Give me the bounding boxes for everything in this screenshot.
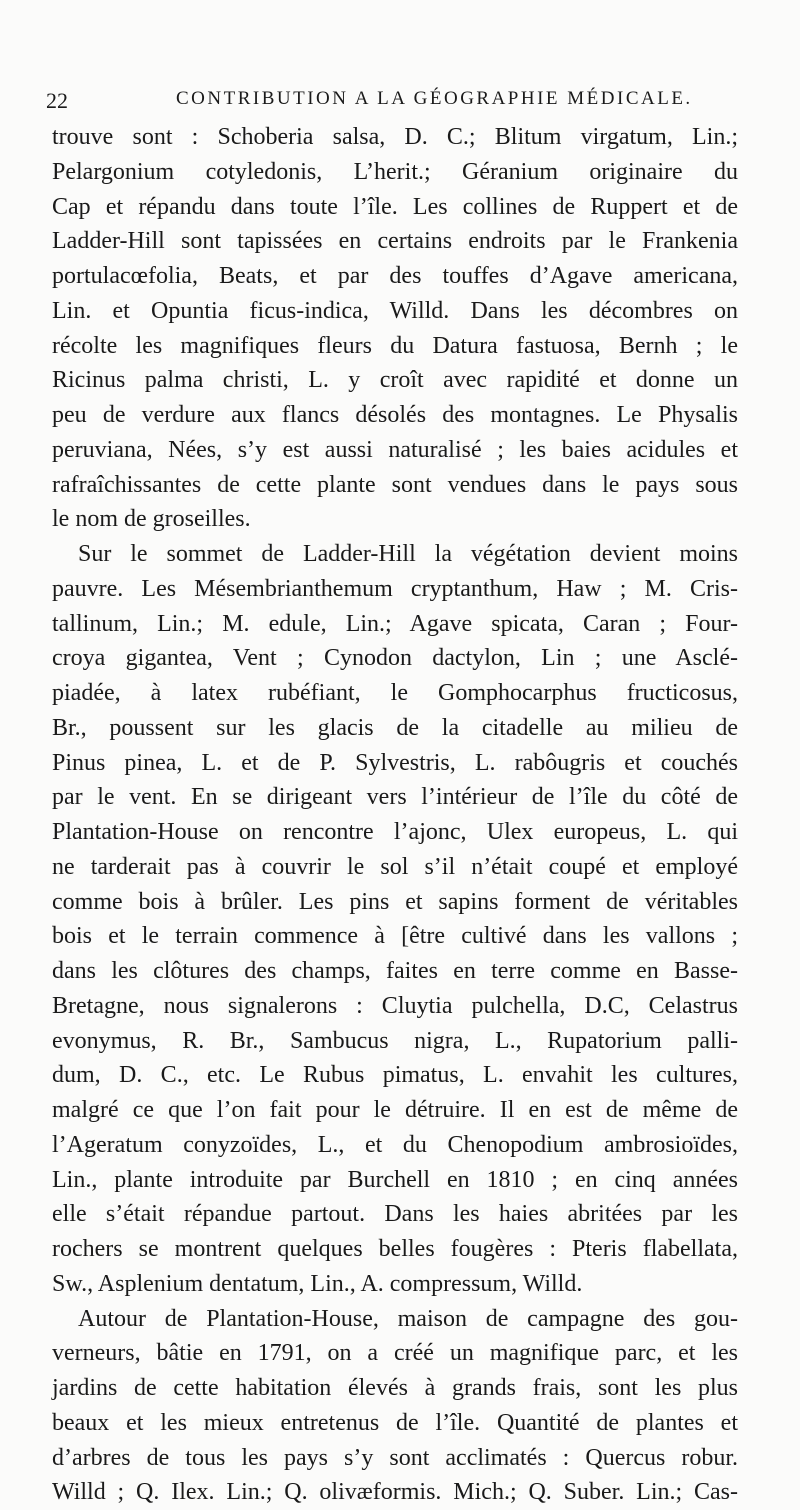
text-line: piadée, à latex rubéfiant, le Gomphocarphus fructicosus, xyxy=(52,680,738,706)
text-line: croya gigantea, Vent ; Cynodon dactylon, Lin ; une Asclé- xyxy=(52,645,738,672)
text-line: peu de verdure aux flancs désolés des montagnes. Le Physalis xyxy=(52,402,738,428)
page-number: 22 xyxy=(46,88,68,113)
text-line: trouve sont : Schoberia salsa, D. C.; Blitum virgatum, Lin.; xyxy=(52,124,738,150)
text-line: comme bois à brûler. Les pins et sapins forment de véritables xyxy=(52,888,738,915)
text-line: l’Ageratum conyzoïdes, L., et du Chenopodium ambrosioïdes, xyxy=(52,1131,738,1158)
text-line: récolte les magnifiques fleurs du Datura fastuosa, Bernh ; le xyxy=(52,332,738,359)
text-line: Plantation-House on rencontre l’ajonc, Ulex europeus, L. qui xyxy=(52,819,738,845)
text-line: verneurs, bâtie en 1791, on a créé un magnifique parc, et les xyxy=(52,1340,738,1367)
paragraph-first-line: Sur le sommet de Ladder-Hill la végétation devient moins xyxy=(78,541,738,567)
text-line: malgré ce que l’on fait pour le détruire. Il en est de même de xyxy=(52,1097,738,1123)
text-line: Pelargonium cotyledonis, L’herit.; Géranium originaire du xyxy=(52,158,738,185)
text-line: Lin., plante introduite par Burchell en 1810 ; en cinq années xyxy=(52,1166,738,1193)
paragraph-first-line: Autour de Plantation-House, maison de campagne des gou- xyxy=(78,1305,738,1332)
text-line: rafraîchissantes de cette plante sont vendues dans le pays sous xyxy=(52,471,738,498)
text-line: peruviana, Nées, s’y est aussi naturalisé ; les baies acidules et xyxy=(52,436,738,463)
text-line: bois et le terrain commence à [être cultivé dans les vallons ; xyxy=(52,923,738,950)
text-line: dum, D. C., etc. Le Rubus pimatus, L. envahit les cultures, xyxy=(52,1062,738,1089)
text-line: jardins de cette habitation élevés à grands frais, sont les plus xyxy=(52,1375,738,1401)
text-line: Cap et répandu dans toute l’île. Les collines de Ruppert et de xyxy=(52,193,738,220)
text-line: Pinus pinea, L. et de P. Sylvestris, L. rabôugris et couchés xyxy=(52,749,738,776)
text-line: Willd ; Q. Ilex. Lin.; Q. olivæformis. Mich.; Q. Suber. Lin.; Cas- xyxy=(52,1479,738,1506)
text-line: ne tarderait pas à couvrir le sol s’il n’était coupé et employé xyxy=(52,853,738,880)
page-header xyxy=(46,88,750,118)
text-line: Sw., Asplenium dentatum, Lin., A. compressum, Willd. xyxy=(52,1270,583,1297)
text-line: Ladder-Hill sont tapissées en certains endroits par le Frankenia xyxy=(52,228,738,255)
text-line: beaux et les mieux entretenus de l’île. Quantité de plantes et xyxy=(52,1409,738,1436)
text-line: pauvre. Les Mésembrianthemum cryptanthum, Haw ; M. Cris- xyxy=(52,575,738,602)
running-head: CONTRIBUTION A LA GÉOGRAPHIE MÉDICALE. xyxy=(176,88,693,109)
text-line: Lin. et Opuntia ficus-indica, Willd. Dans les décombres on xyxy=(52,297,738,324)
text-line: portulacœfolia, Beats, et par des touffes d’Agave americana, xyxy=(52,263,738,289)
text-line: dans les clôtures des champs, faites en terre comme en Basse- xyxy=(52,958,738,984)
text-line: evonymus, R. Br., Sambucus nigra, L., Rupatorium palli- xyxy=(52,1027,738,1054)
text-line: le nom de groseilles. xyxy=(52,506,251,533)
text-line: Bretagne, nous signalerons : Cluytia pulchella, D.C, Celastrus xyxy=(52,992,738,1019)
text-line: rochers se montrent quelques belles fougères : Pteris flabellata, xyxy=(52,1236,738,1262)
text-line: tallinum, Lin.; M. edule, Lin.; Agave spicata, Caran ; Four- xyxy=(52,610,738,637)
body-text xyxy=(52,120,738,1510)
text-line: d’arbres de tous les pays s’y sont acclimatés : Quercus robur. xyxy=(52,1444,738,1471)
text-line: Ricinus palma christi, L. y croît avec rapidité et donne un xyxy=(52,367,738,394)
text-line: par le vent. En se dirigeant vers l’intérieur de l’île du côté de xyxy=(52,784,738,811)
text-line: Br., poussent sur les glacis de la citadelle au milieu de xyxy=(52,714,738,741)
text-line: elle s’était répandue partout. Dans les haies abritées par les xyxy=(52,1201,738,1228)
